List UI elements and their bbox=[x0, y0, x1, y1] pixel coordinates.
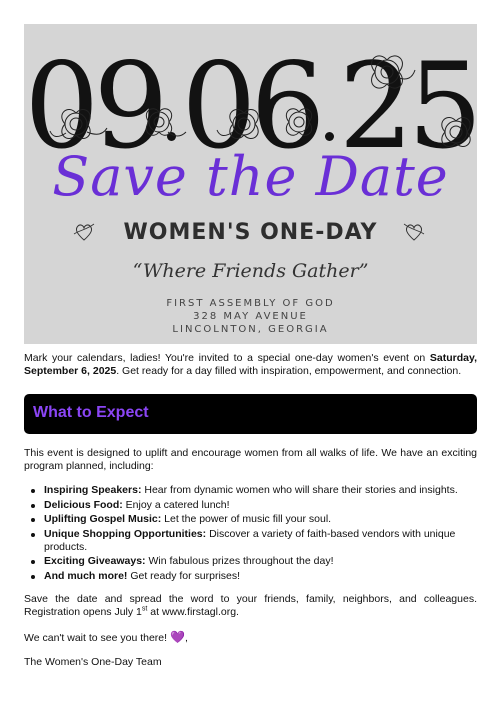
intro-date: Saturday, September 6, 2025 bbox=[24, 352, 477, 377]
program-intro: This event is designed to uplift and encourage women from all walks of life. We have an exciting program planned, including: bbox=[24, 447, 477, 472]
bullet-icon bbox=[31, 504, 35, 508]
venue-address bbox=[24, 297, 477, 336]
ordinal-suffix: st bbox=[141, 605, 148, 613]
list-item bbox=[24, 484, 477, 497]
intro-lead: Mark your calendars, ladies! You're invited to a special one-day women's event on bbox=[24, 352, 430, 364]
heart-icon bbox=[402, 220, 426, 244]
list-item bbox=[24, 499, 477, 512]
date-day: 06 bbox=[181, 37, 320, 175]
wait-comma: , bbox=[184, 632, 188, 644]
bullet-icon bbox=[31, 518, 35, 522]
save-the-date-banner bbox=[24, 24, 477, 344]
wait-line bbox=[24, 631, 477, 645]
item-text: Enjoy a catered lunch! bbox=[122, 498, 230, 511]
item-text: Hear from dynamic women who will share their stories and insights. bbox=[141, 484, 458, 496]
intro-paragraph bbox=[24, 352, 477, 378]
event-tagline: “Where Friends Gather” bbox=[132, 260, 369, 282]
share-text: Save the date and spread the word to your friends, family, neighbors, and colleagues. Registration opens July 1 bbox=[24, 593, 477, 618]
share-tail: at www.firstagl.org. bbox=[147, 606, 239, 618]
closing-paragraph bbox=[24, 593, 477, 619]
section-title: What to Expect bbox=[33, 404, 149, 421]
item-label: Exciting Giveaways: bbox=[44, 555, 146, 567]
bullet-icon bbox=[31, 489, 35, 493]
item-text: Let the power of music fill your soul. bbox=[161, 513, 332, 525]
item-label: Delicious Food: bbox=[44, 498, 123, 511]
list-item bbox=[24, 528, 477, 554]
purple-heart-icon: 💜 bbox=[169, 630, 185, 644]
date-month: 09 bbox=[24, 37, 163, 175]
item-text: Win fabulous prizes throughout the day! bbox=[145, 555, 334, 567]
wait-text: We can't wait to see you there! bbox=[24, 632, 170, 644]
item-label: And much more! bbox=[44, 569, 128, 582]
venue-line: LINCOLNTON, GEORGIA bbox=[172, 324, 329, 335]
item-label: Inspiring Speakers: bbox=[44, 484, 142, 496]
venue-line: FIRST ASSEMBLY OF GOD bbox=[166, 298, 335, 309]
bullet-icon bbox=[31, 560, 35, 564]
intro-rest: . Get ready for a day filled with inspiration, empowerment, and connection. bbox=[116, 365, 462, 377]
item-text: Discover a variety of faith-based vendors with unique products. bbox=[44, 527, 456, 553]
event-name: WOMEN'S ONE-DAY bbox=[123, 220, 378, 245]
date-separator-dot bbox=[325, 132, 334, 141]
date-separator-dot bbox=[167, 132, 176, 141]
venue-line: 328 MAY AVENUE bbox=[193, 311, 308, 322]
program-list bbox=[24, 484, 477, 584]
list-item bbox=[24, 555, 477, 568]
save-the-date-headline: Save the Date bbox=[52, 145, 449, 208]
bullet-icon bbox=[31, 575, 35, 579]
item-label: Uplifting Gospel Music: bbox=[44, 513, 162, 525]
list-item bbox=[24, 513, 477, 526]
bullet-icon bbox=[31, 533, 35, 537]
item-label: Unique Shopping Opportunities: bbox=[44, 527, 207, 540]
section-header bbox=[24, 394, 477, 434]
signature: The Women's One-Day Team bbox=[24, 656, 162, 668]
list-item bbox=[24, 570, 477, 583]
item-text: Get ready for surprises! bbox=[127, 569, 241, 582]
date-year: 25 bbox=[338, 37, 477, 175]
